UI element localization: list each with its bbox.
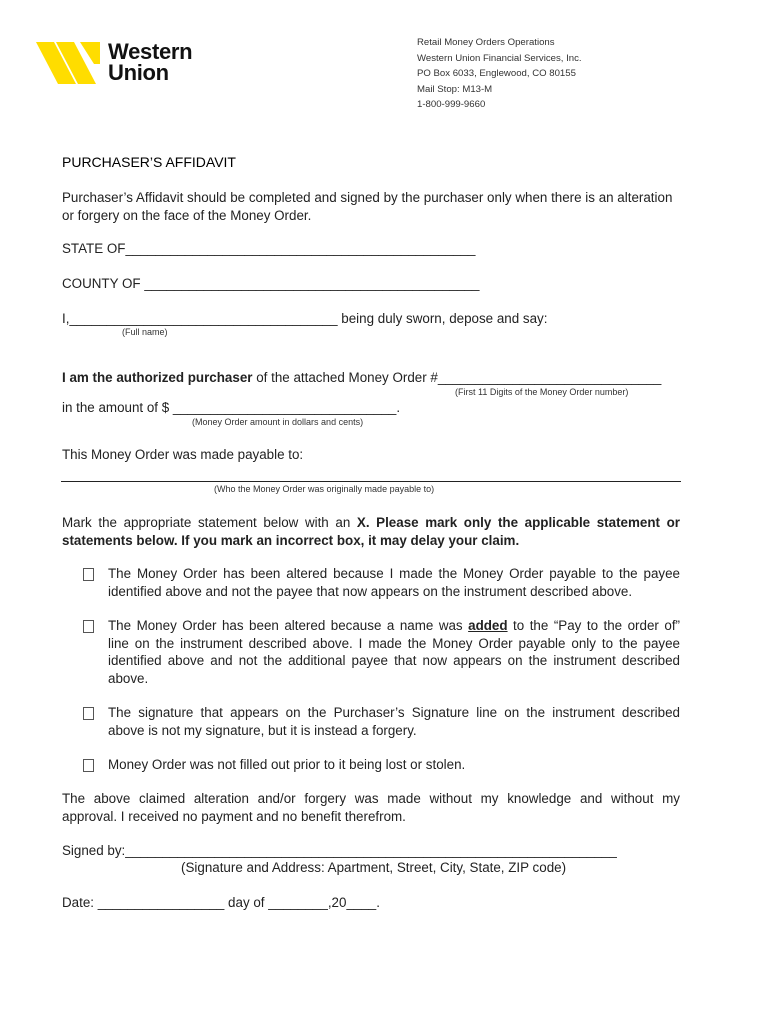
checkbox-forged-signature[interactable]	[83, 707, 94, 725]
page-title: PURCHASER’S AFFIDAVIT	[62, 154, 236, 170]
signature-field[interactable]: Signed by:__________________________________________________________________	[62, 843, 617, 858]
option-altered-payee: The Money Order has been altered because I made the Money Order payable to the payee identified above and not the payee that now appears on the instrument described above.	[108, 566, 680, 599]
date-field[interactable]: Date: _________________ day of ________,20____.	[62, 895, 380, 910]
address-line: Western Union Financial Services, Inc.	[417, 52, 582, 64]
return-address	[417, 35, 582, 113]
amount-field[interactable]: in the amount of $ ______________________________.	[62, 400, 401, 415]
closing-statement: The above claimed alteration and/or forgery was made without my knowledge and without my approval. I received no payment and no benefit therefrom.	[62, 791, 680, 824]
signature-caption: (Signature and Address: Apartment, Street, City, State, ZIP code)	[181, 860, 567, 875]
amount-caption: (Money Order amount in dollars and cents)	[192, 417, 364, 427]
money-order-number-field[interactable]: I am the authorized purchaser of the attached Money Order #______________________________	[62, 370, 662, 385]
checkbox-lost-stolen[interactable]	[83, 759, 94, 777]
full-name-field[interactable]: I,____________________________________ being duly sworn, depose and say:	[62, 311, 548, 326]
option-lost-stolen: Money Order was not filled out prior to it being lost or stolen.	[108, 757, 466, 772]
authorized-purchaser-label: I am the authorized purchaser	[62, 370, 253, 385]
checkbox-added-payee[interactable]	[83, 620, 94, 638]
payee-label: This Money Order was made payable to:	[62, 447, 304, 462]
option-forged-signature: The signature that appears on the Purchaser’s Signature line on the instrument described above is not my signature, but it is instead a forgery.	[108, 705, 680, 738]
option-added-payee: The Money Order has been altered because a name was added to the “Pay to the order of” line on the instrument described above. I made the Money Order payable only to the payee identified above and not the additional payee that now appears on the instrument described above.	[108, 618, 680, 686]
county-field[interactable]: COUNTY OF _____________________________________________	[62, 276, 480, 291]
address-line: Retail Money Orders Operations	[417, 37, 555, 48]
address-line: PO Box 6033, Englewood, CO 80155	[417, 68, 576, 80]
state-field[interactable]: STATE OF_______________________________________________	[62, 241, 476, 256]
payee-line[interactable]	[61, 481, 681, 482]
money-order-number-caption: (First 11 Digits of the Money Order number)	[455, 387, 629, 397]
address-line: Mail Stop: M13-M	[417, 83, 493, 95]
address-line: 1-800-999-9660	[417, 99, 486, 111]
instructions: Mark the appropriate statement below with an X. Please mark only the applicable statement or statements below. If you mark an incorrect box, it may delay your claim.	[62, 515, 680, 548]
logo-wordmark: Western Union	[108, 39, 193, 85]
checkbox-altered-payee[interactable]	[83, 568, 94, 586]
intro-text: Purchaser’s Affidavit should be completed and signed by the purchaser only when there is an alteration or forgery on the face of the Money Order.	[62, 190, 673, 223]
full-name-caption: (Full name)	[122, 327, 168, 337]
payee-caption: (Who the Money Order was originally made payable to)	[214, 484, 435, 494]
